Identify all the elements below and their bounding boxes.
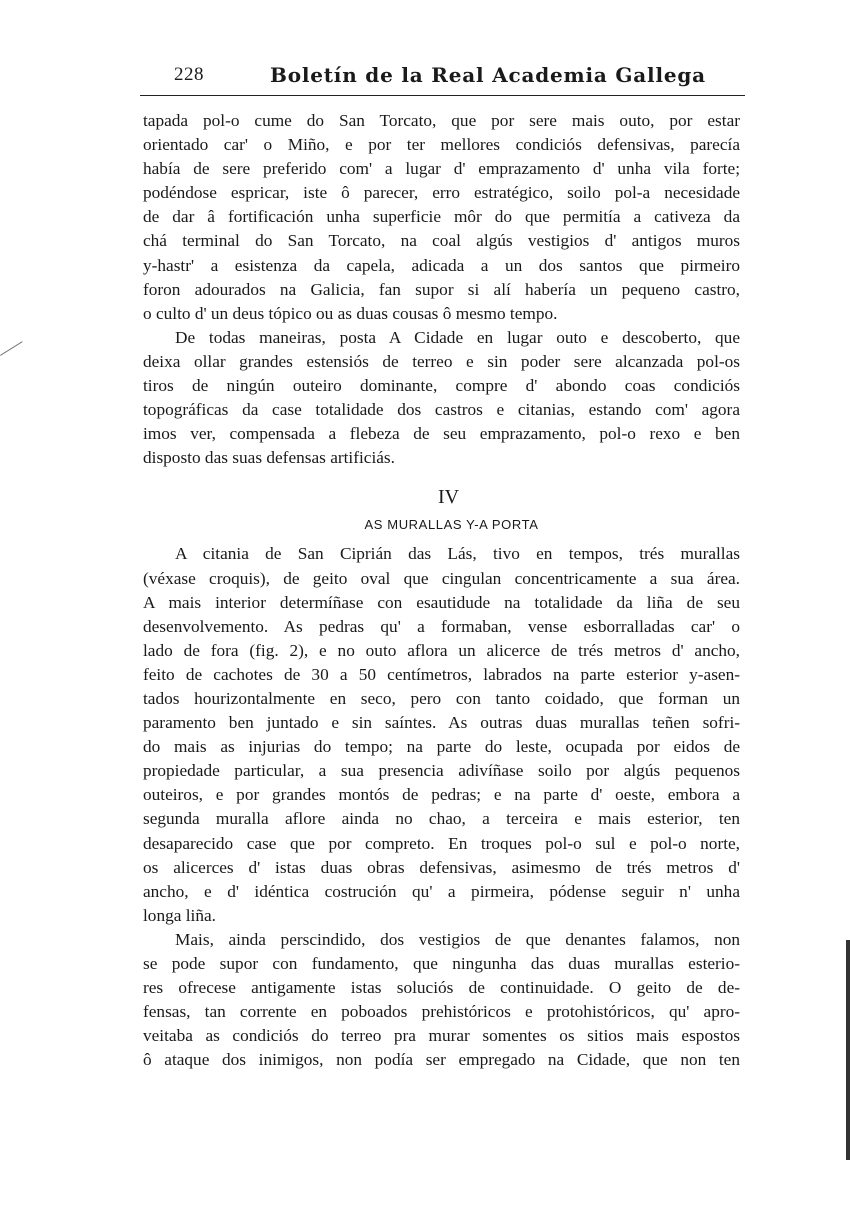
text-line: fensas, tan corrente en poboados prehistóricos e protohistóricos, qu' apro- xyxy=(143,1002,740,1022)
text-line: (véxase croquis), de geito oval que cingulan concentricamente a sua área. xyxy=(143,568,740,588)
body-text xyxy=(143,109,740,1072)
text-line: chá terminal do San Torcato, na coal algús vestigios d' antigos muros xyxy=(143,231,740,251)
text-line: A mais interior determíñase con esautidude na totalidade da liña de seu xyxy=(143,592,740,612)
text-line: foron adourados na Galicia, fan supor si alí habería un pequeno castro, xyxy=(143,279,740,299)
text-line: orientado car' o Miño, e por ter mellores condiciós defensivas, parecía xyxy=(143,135,740,155)
text-line: tados hourizontalmente en seco, pero con tanto coidado, que forman un xyxy=(143,688,740,708)
text-line: feito de cachotes de 30 a 50 centímetros, labrados na parte esterior y-asen- xyxy=(143,664,740,684)
page-header xyxy=(140,64,745,98)
page-number: 228 xyxy=(174,64,204,85)
text-line: os alicerces d' istas duas obras defensivas, asimesmo de trés metros d' xyxy=(143,857,740,877)
text-line: ô ataque dos inimigos, non podía ser empregado na Cidade, que non ten xyxy=(143,1050,740,1070)
header-rule xyxy=(140,95,745,96)
text-line: segunda muralla aflore ainda no chao, a terceira e mais esterior, ten xyxy=(143,809,740,829)
text-line: ancho, e d' idéntica costrución qu' a pirmeira, pódense seguir n' unha xyxy=(143,881,740,901)
text-line: propiedade particular, a sua presencia adivíñase soilo por algús pequenos xyxy=(143,761,740,781)
section-number: IV xyxy=(437,486,460,509)
text-line: lado de fora (fig. 2), e no outo aflora un alicerce de trés metros d' ancho, xyxy=(143,640,740,660)
text-line: topográficas da case totalidade dos castros e citanias, estando com' agora xyxy=(143,400,740,420)
paragraph-4 xyxy=(143,928,740,1073)
section-spacer xyxy=(143,470,740,482)
margin-pencil-mark xyxy=(0,341,31,369)
text-line: de dar â fortificación unha superficie môr do que permitía a cativeza da xyxy=(143,207,740,227)
text-line: disposto das suas defensas artificiás. xyxy=(143,448,395,468)
text-line: tiros de ningún outeiro dominante, compre d' abondo coas condiciós xyxy=(143,376,740,396)
text-line: longa liña. xyxy=(143,905,216,925)
paragraph-1 xyxy=(143,109,740,326)
text-line: paramento ben juntado e sin saíntes. As outras duas murallas teñen sofri- xyxy=(143,713,740,733)
text-line: desenvolvemento. As pedras qu' a formaban, vense esborralladas car' o xyxy=(143,616,740,636)
text-line: desaparecido case que por compreto. En troques pol-o sul e pol-o norte, xyxy=(143,833,740,853)
text-line: había de sere preferido com' a lugar d' emprazamento d' unha vila forte; xyxy=(143,159,740,179)
text-line: veitaba as condiciós do terreo pra murar somentes os sitios mais espostos xyxy=(143,1026,740,1046)
text-line: A citania de San Ciprián das Lás, tivo en tempos, trés murallas xyxy=(175,544,740,564)
text-line: De todas maneiras, posta A Cidade en lugar outo e descoberto, que xyxy=(175,327,740,347)
text-line: do mais as injurias do tempo; na parte do leste, ocupada por eidos de xyxy=(143,737,740,757)
text-line: imos ver, compensada a flebeza de seu emprazamento, pol-o rexo e ben xyxy=(143,424,740,444)
section-title: AS MURALLAS Y-A PORTA xyxy=(364,517,539,533)
paragraph-2 xyxy=(143,326,740,471)
running-title: Boletín de la Real Academia Gallega xyxy=(270,63,706,87)
paragraph-3 xyxy=(143,542,740,928)
text-line: Mais, ainda perscindido, dos vestigios de que denantes falamos, non xyxy=(175,929,740,949)
text-line: o culto d' un deus tópico ou as duas cousas ô mesmo tempo. xyxy=(143,303,558,323)
text-line: deixa ollar grandes estensiós de terreo e sin poder sere alcanzada pol-os xyxy=(143,351,740,371)
text-line: outeiros, e por grandes montós de pedras; e na parte d' oeste, embora a xyxy=(143,785,740,805)
text-line: se pode supor con fundamento, que ningunha das duas murallas esterio- xyxy=(143,954,740,973)
page-edge-shadow xyxy=(846,940,850,1160)
text-line: y-hastr' a esistenza da capela, adicada a un dos santos que pirmeiro xyxy=(143,255,740,275)
text-line: podéndose espricar, iste ô parecer, erro estratégico, soilo pol-a necesidade xyxy=(143,183,740,203)
text-line: tapada pol-o cume do San Torcato, que por sere mais outo, por estar xyxy=(143,111,740,130)
text-line: res ofrecese antigamente istas soluciós de continuidade. O geito de de- xyxy=(143,978,740,998)
